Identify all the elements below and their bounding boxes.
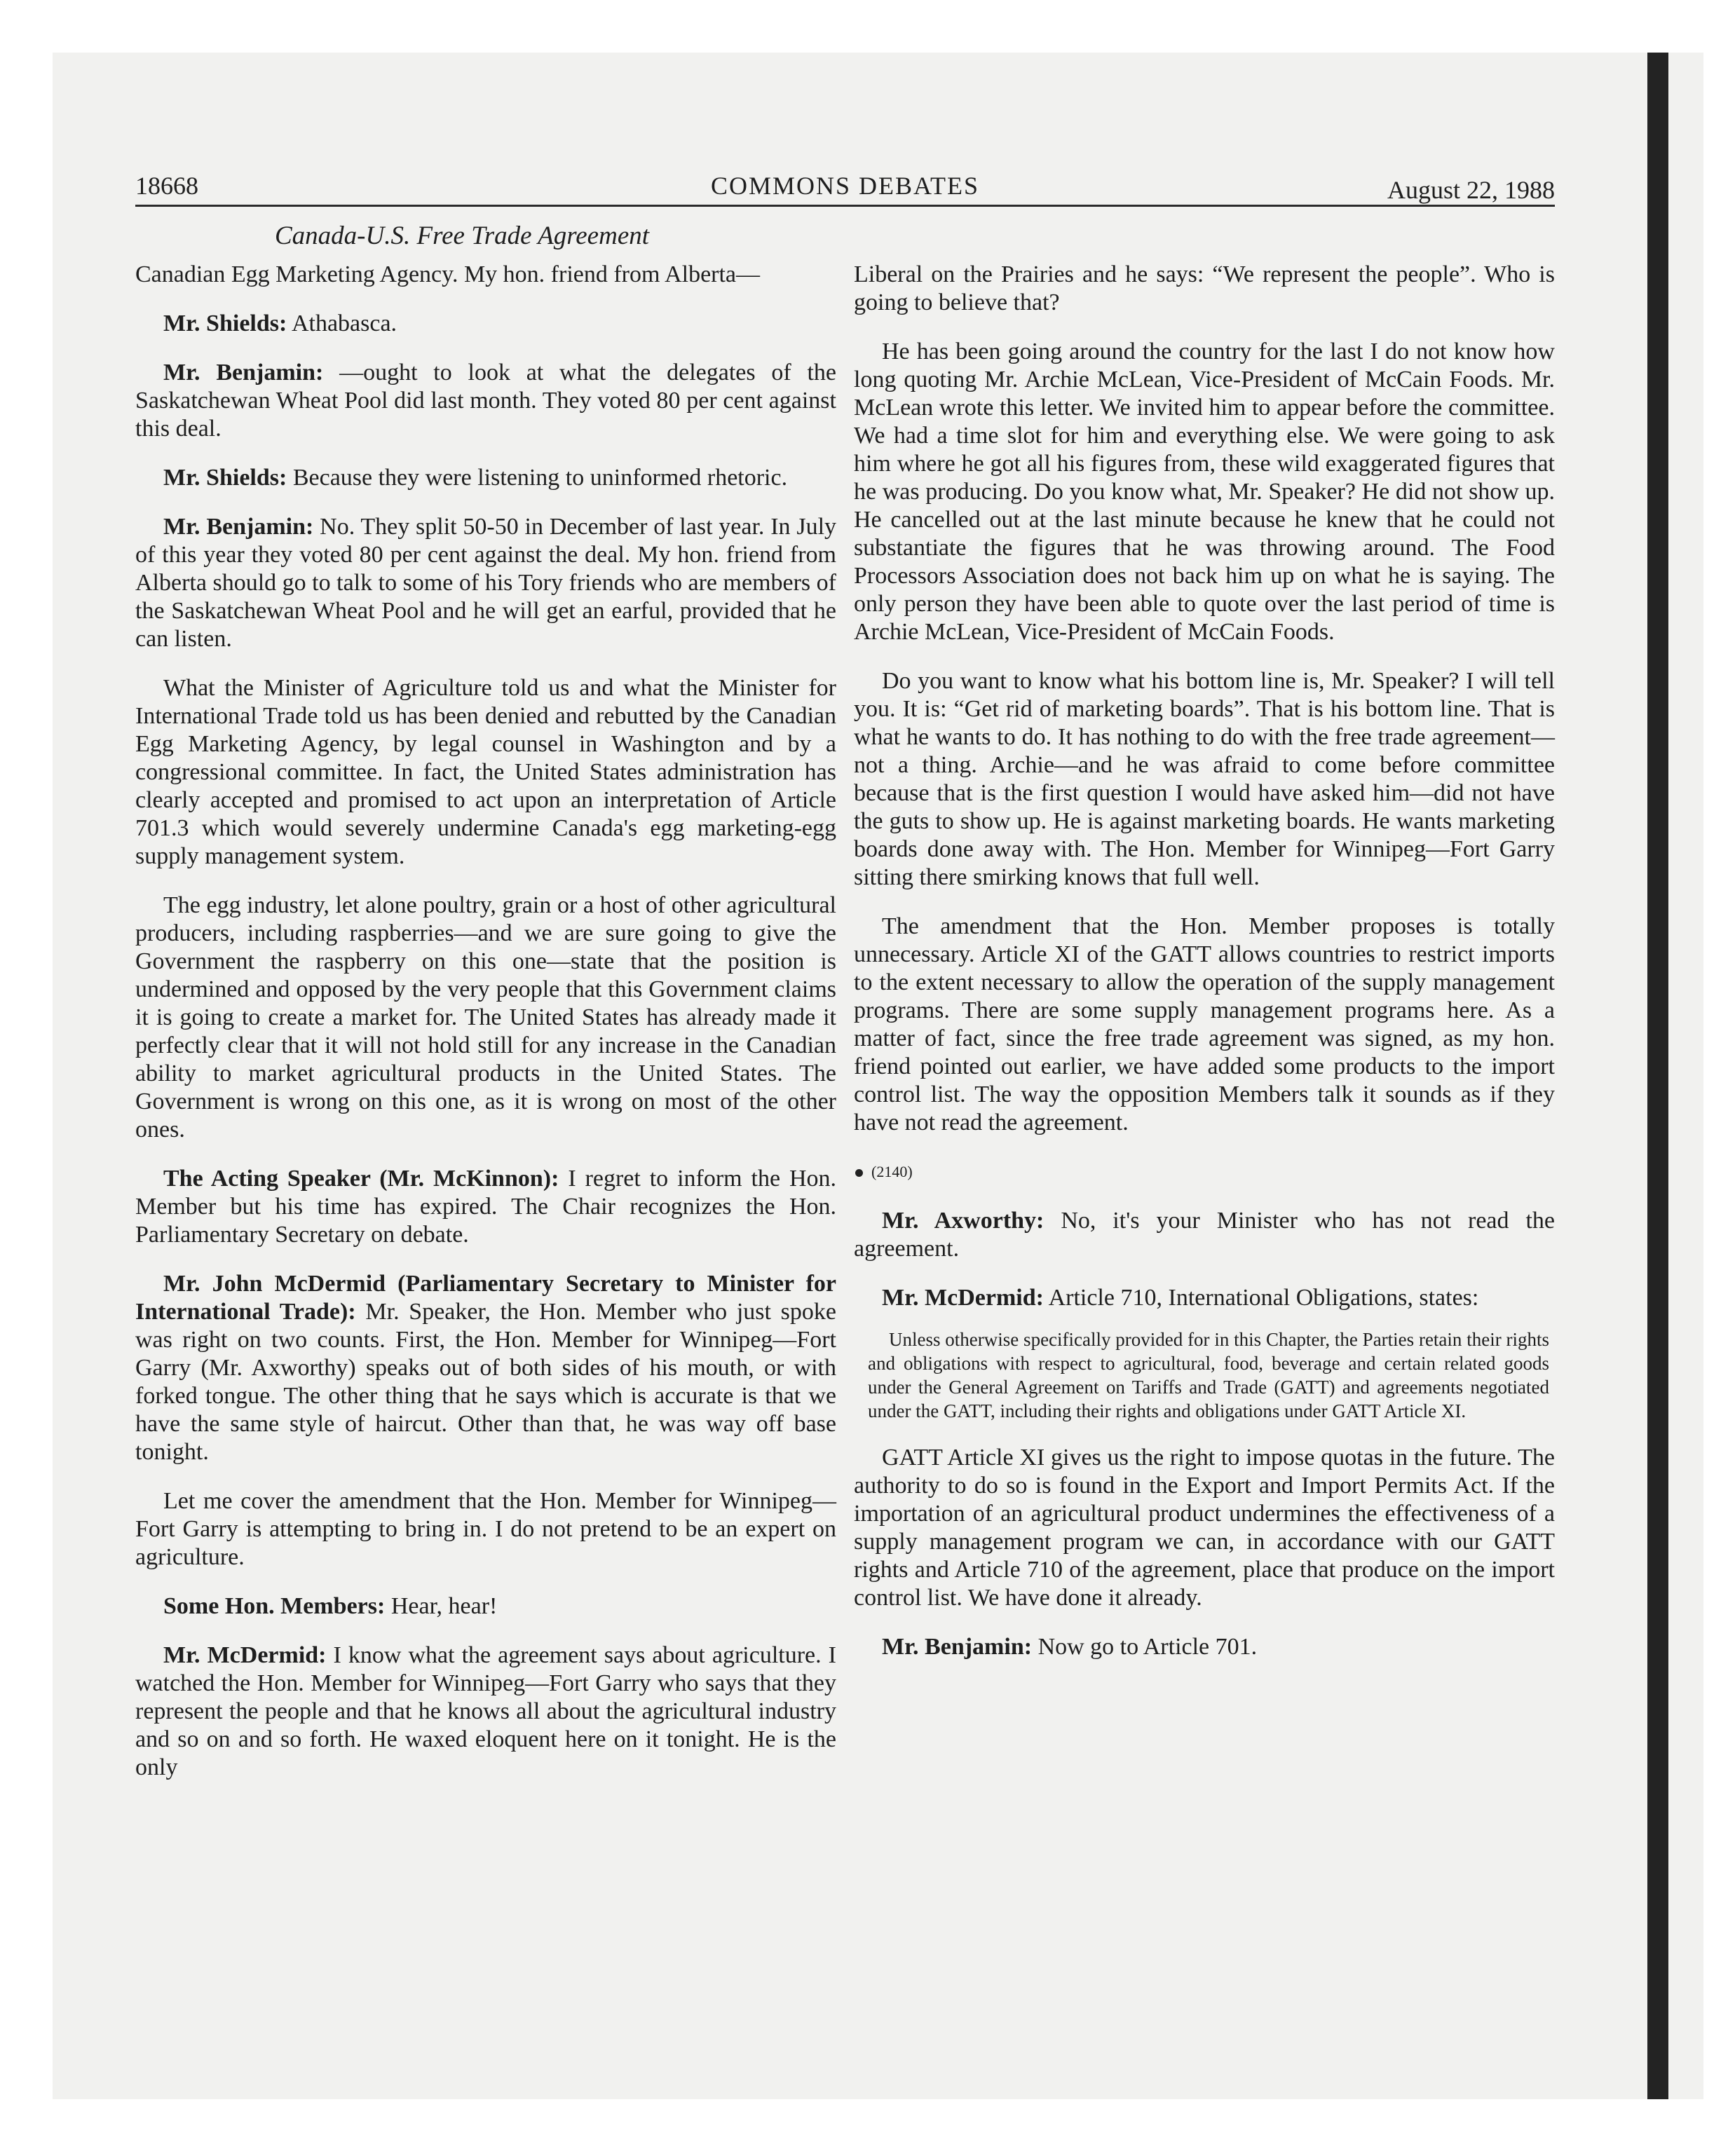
- speaker-name: Mr. Axworthy:: [882, 1208, 1045, 1234]
- scan-edge: [1647, 53, 1668, 2099]
- paragraph: The egg industry, let alone poultry, grain or a host of other agricultural producers, including raspberries—and we are sure going to give the Government the raspberry on this one—state that the position is undermined and opposed by the very people that this Government claims it is going to create a market for. The United States has already made it perfectly clear that it will not hold still for any increase in the Canadian ability to market agricultural products in the United States. The Government is wrong on this one, as it is wrong on most of the other ones.: [135, 892, 836, 1142]
- speaker-name: Mr. John McDermid (Parliamentary Secretary to Minister for International Trade):: [135, 1271, 836, 1325]
- page-date: August 22, 1988: [1387, 176, 1555, 204]
- paragraph: Some Hon. Members: Hear, hear!: [163, 1593, 498, 1619]
- paragraph: Mr. Axworthy: No, it's your Minister who has not read the agreement.: [854, 1208, 1555, 1262]
- paragraph: What the Minister of Agriculture told us and what the Minister for International Trade told us has been denied and rebutted by the Canadian Egg Marketing Agency, by legal counsel in Washington and by a congressional committee. In fact, the United States administration has clearly accepted and promised to act upon an interpretation of Article 701.3 which would severely undermine Canada's egg marketing-egg supply management system.: [135, 675, 836, 869]
- bullet-icon: [855, 1169, 863, 1177]
- paragraph: Mr. Shields: Athabasca.: [163, 311, 397, 336]
- left-column: [135, 261, 836, 1782]
- speaker-name: Mr. Benjamin:: [163, 514, 314, 540]
- speaker-name: Mr. McDermid:: [882, 1285, 1044, 1311]
- speaker-name: The Acting Speaker (Mr. McKinnon):: [163, 1166, 559, 1192]
- right-column: [854, 261, 1555, 1661]
- block-quotation: Unless otherwise specifically provided for in this Chapter, the Parties retain their rights and obligations with respect to agricultural, food, beverage and certain related goods under the General Agreement on Tariffs and Trade (GATT) and agreements negotiated under the GATT, including their rights and obligations under GATT Article XI.: [868, 1329, 1549, 1421]
- section-subheading: Canada-U.S. Free Trade Agreement: [275, 221, 650, 250]
- paragraph: He has been going around the country for the last I do not know how long quoting Mr. Archie McLean, Vice-President of McCain Foods. Mr. McLean wrote this letter. We invited him to appear before the committee. We had a time slot for him and everything else. We were going to ask him where he got all his figures from, these wild exaggerated figures that he was producing. Do you know what, Mr. Speaker? He did not show up. He cancelled out at the last minute because he knew that he could not substantiate the figures that he was throwing around. The Food Processors Association does not back him up on what he is saying. The only person they have been able to quote over the last period of time is Archie McLean, Vice-President of McCain Foods.: [854, 339, 1555, 645]
- paragraph: Mr. Shields: Because they were listening to uninformed rhetoric.: [163, 465, 788, 491]
- speaker-name: Mr. Shields:: [163, 465, 287, 491]
- speaker-name: Mr. Benjamin:: [163, 360, 324, 386]
- paragraph: Mr. Benjamin: —ought to look at what the delegates of the Saskatchewan Wheat Pool did last month. They voted 80 per cent against this deal.: [135, 360, 837, 442]
- paragraph: Mr. Benjamin: Now go to Article 701.: [882, 1634, 1258, 1660]
- page-number: 18668: [135, 172, 198, 200]
- time-stamp: (2140): [871, 1163, 913, 1180]
- time-marker: [855, 1158, 1555, 1186]
- paragraph: Mr. Benjamin: No. They split 50-50 in December of last year. In July of this year they voted 80 per cent against the deal. My hon. friend from Alberta should go to talk to some of his Tory friends who are members of the Saskatchewan Wheat Pool and he will get an earful, provided that he can listen.: [135, 514, 837, 652]
- paragraph: Mr. John McDermid (Parliamentary Secretary to Minister for International Trade): Mr. Speaker, the Hon. Member who just spoke was right on two counts. First, the Hon. Member for Winnipeg—Fort Garry (Mr. Axworthy) speaks out of both sides of his mouth, or with forked tongue. The other thing that he says which is accurate is that we have the same style of haircut. Other than that, he was way off base tonight.: [135, 1271, 837, 1465]
- speaker-name: Mr. Shields:: [163, 311, 287, 336]
- paragraph: The amendment that the Hon. Member proposes is totally unnecessary. Article XI of the GATT allows countries to restrict imports to the extent necessary to allow the operation of the supply management programs. There are some supply management programs here. As a matter of fact, since the free trade agreement was signed, as my hon. friend pointed out earlier, we have added some products to the import control list. The way the opposition Members talk it sounds as if they have not read the agreement.: [854, 913, 1555, 1135]
- paragraph: Liberal on the Prairies and he says: “We represent the people”. Who is going to believe that?: [854, 261, 1555, 315]
- paragraph: Canadian Egg Marketing Agency. My hon. friend from Alberta—: [135, 261, 761, 287]
- speaker-name: Mr. McDermid:: [163, 1642, 327, 1668]
- paragraph: Let me cover the amendment that the Hon. Member for Winnipeg—Fort Garry is attempting to bring in. I do not pretend to be an expert on agriculture.: [135, 1488, 836, 1570]
- speaker-name: Some Hon. Members:: [163, 1593, 386, 1619]
- paragraph: GATT Article XI gives us the right to impose quotas in the future. The authority to do so is found in the Export and Import Permits Act. If the importation of an agricultural product undermines the effectiveness of a supply management program we can, in accordance with our GATT rights and Article 710 of the agreement, place that produce on the import control list. We have done it already.: [854, 1445, 1555, 1611]
- page-header: [135, 167, 1555, 207]
- paragraph: Mr. McDermid: I know what the agreement says about agriculture. I watched the Hon. Member for Winnipeg—Fort Garry who says that they represent the people and that he knows all about the agricultural industry and so on and so forth. He waxed eloquent here on it tonight. He is the only: [135, 1642, 836, 1780]
- paragraph: Mr. McDermid: Article 710, International Obligations, states:: [882, 1285, 1479, 1311]
- speaker-name: Mr. Benjamin:: [882, 1634, 1033, 1660]
- publication-title: COMMONS DEBATES: [710, 172, 980, 200]
- paragraph: The Acting Speaker (Mr. McKinnon): I regret to inform the Hon. Member but his time has expired. The Chair recognizes the Hon. Parliamentary Secretary on debate.: [135, 1166, 837, 1248]
- paragraph: Do you want to know what his bottom line is, Mr. Speaker? I will tell you. It is: “Get rid of marketing boards”. That is his bottom line. That is what he wants to do. It has nothing to do with the free trade agreement—not a thing. Archie—and he was afraid to come before committee because that is the first question I would have asked him—did not have the guts to show up. He is against marketing boards. He wants marketing boards done away with. The Hon. Member for Winnipeg—Fort Garry sitting there smirking knows that full well.: [854, 668, 1555, 890]
